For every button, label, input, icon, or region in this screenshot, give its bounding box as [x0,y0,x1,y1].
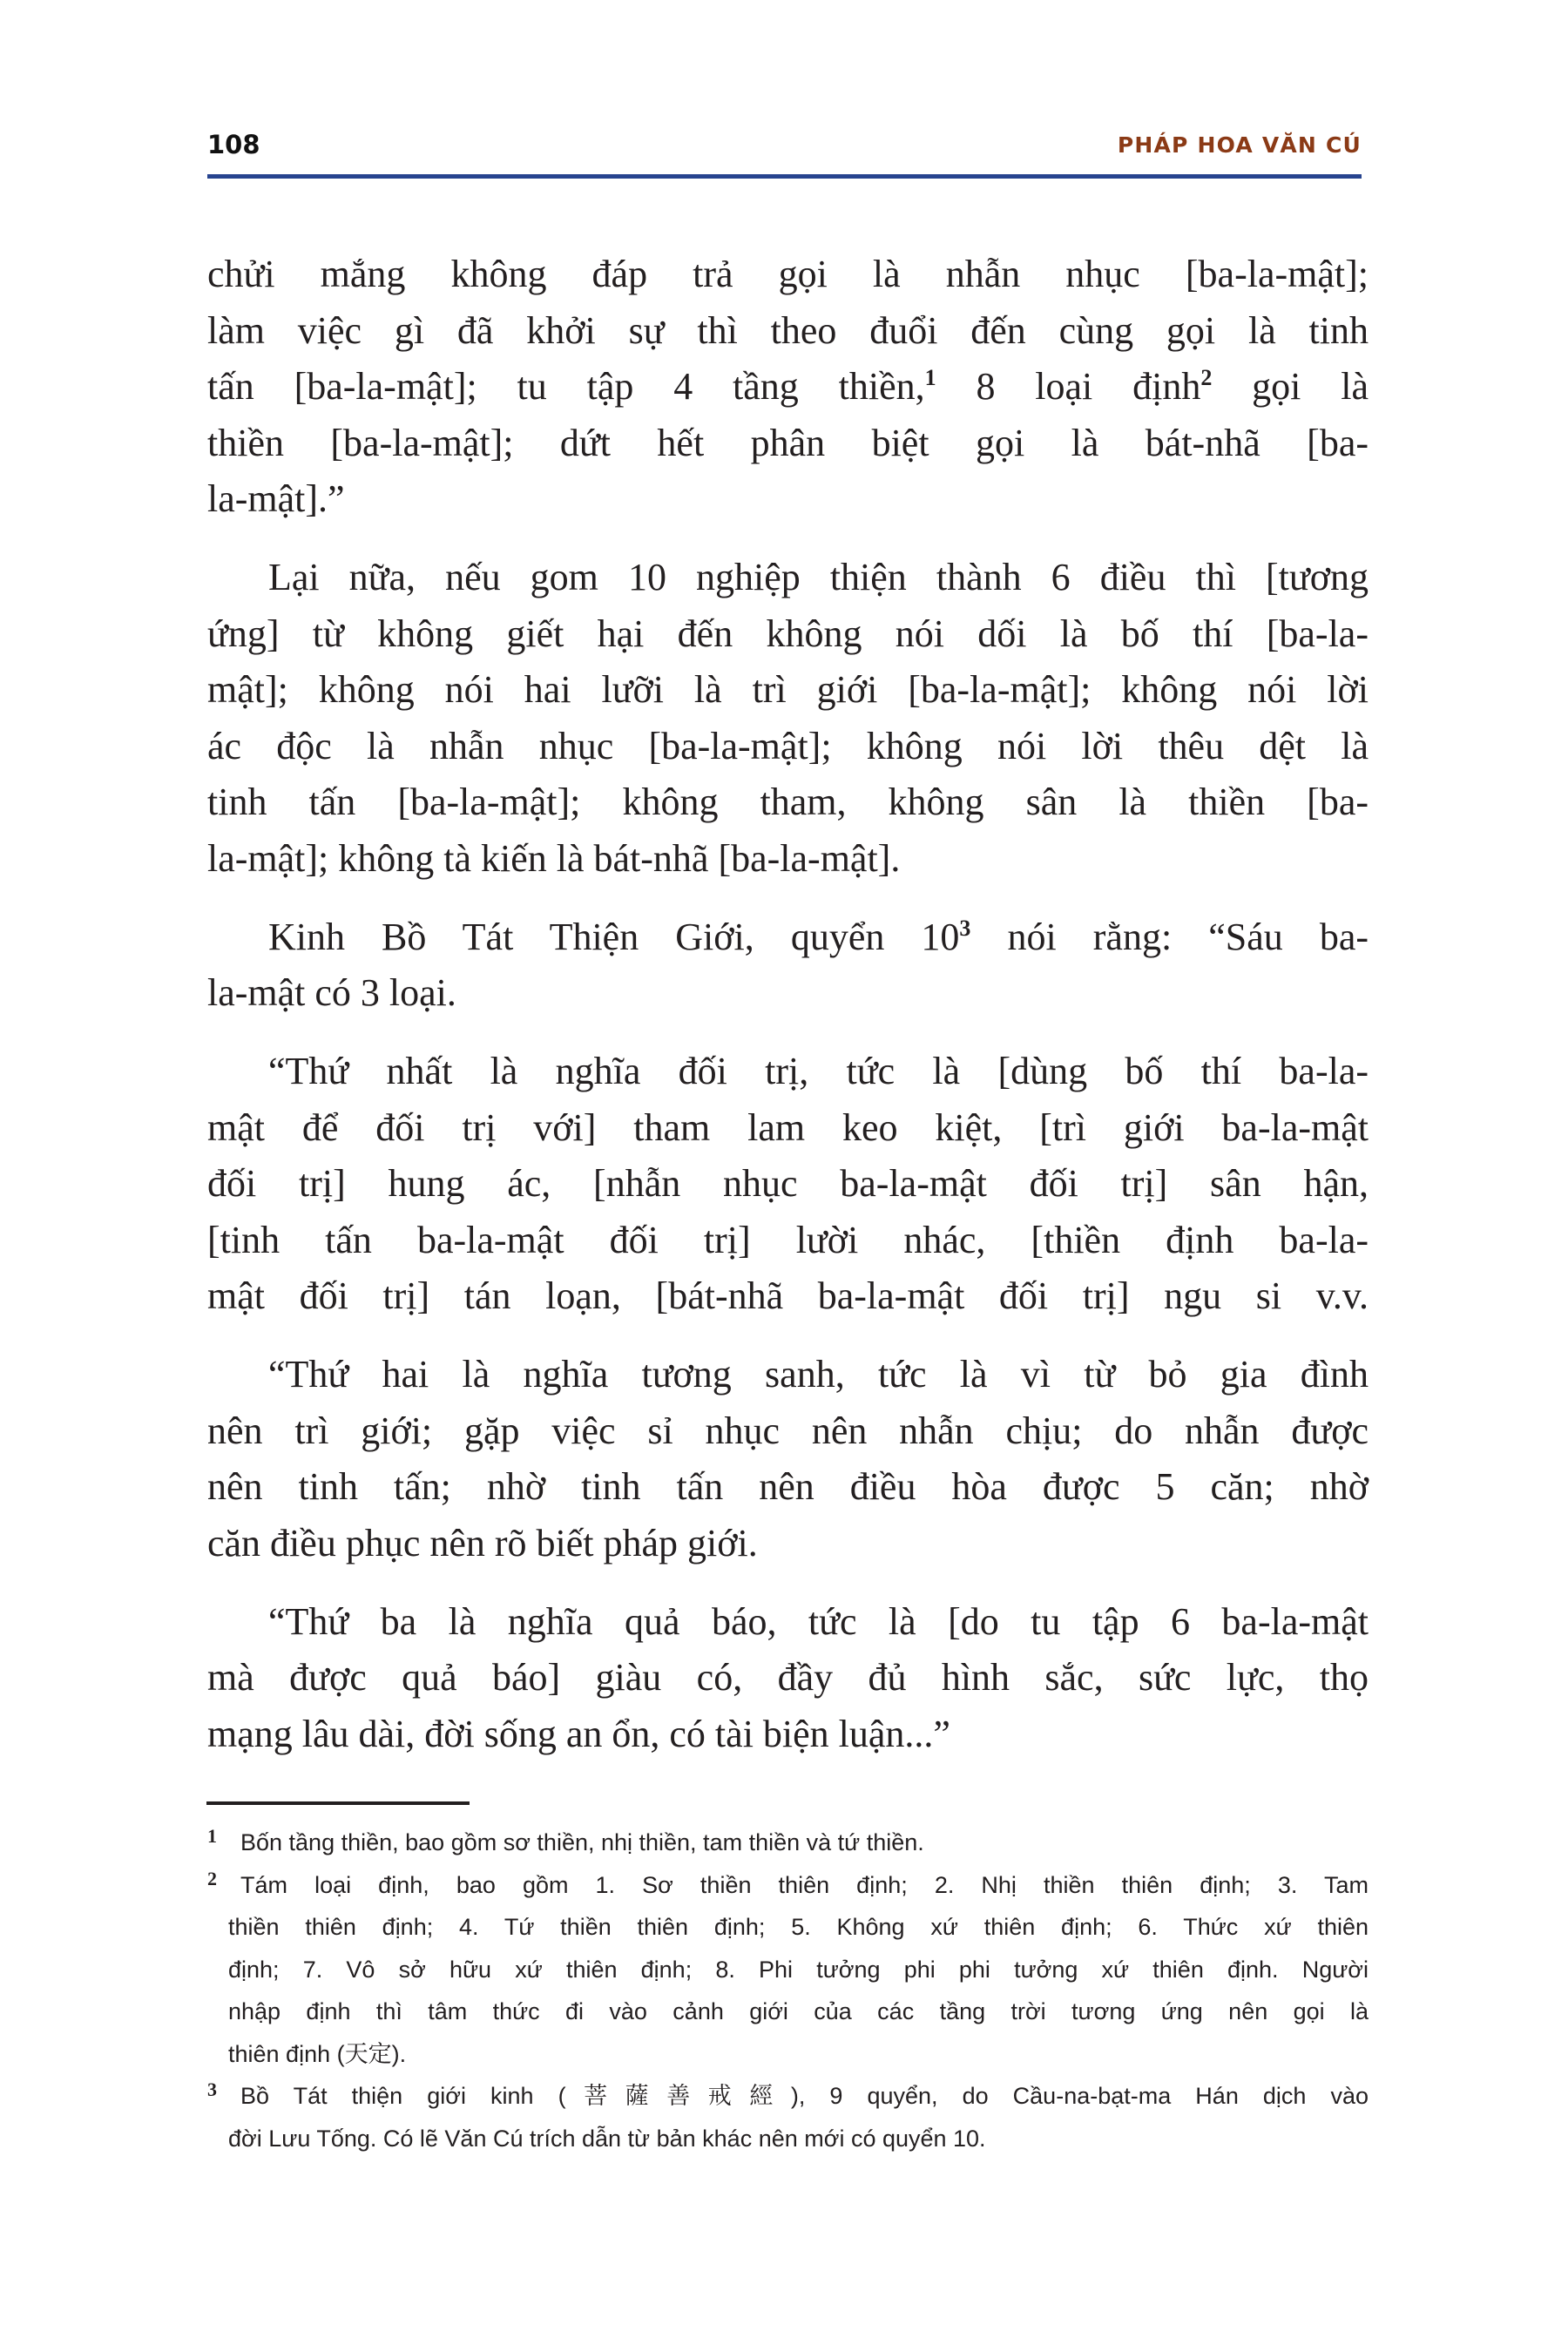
footnote-text: Tám loại định, bao gồm 1. Sơ thiền thiên định; 2. Nhị thiền thiên định; 3. Tam [240,1871,1369,1898]
text-line: nên trì giới; gặp việc sỉ nhục nên nhẫn chịu; do nhẫn được [207,1409,1369,1452]
text-line: [tinh tấn ba-la-mật đối trị] lười nhác, [thiền định ba-la- [207,1218,1369,1261]
footnote-line [207,2075,1369,2118]
footnote-mark: 1 [207,1825,217,1847]
footnote-ref-1[interactable]: 1 [924,365,936,390]
text-line [207,909,1369,966]
text-segment: 8 loại định [936,365,1201,408]
text-line: tinh tấn [ba-la-mật]; không tham, không sân là thiền [ba- [207,781,1369,823]
page-number: 108 [207,130,260,159]
text-line: Lại nữa, nếu gom 10 nghiệp thiện thành 6 điều thì [tương [268,556,1369,598]
text-line: thiền [ba-la-mật]; dứt hết phân biệt gọi là bát-nhã [ba- [207,421,1369,464]
header-rule [207,174,1362,179]
footnote-line: thiền thiên định; 4. Tứ thiền thiên định; 5. Không xứ thiên định; 6. Thức xứ thiên [228,1914,1369,1940]
paragraph [207,1044,1369,1325]
running-title: PHÁP HOA VĂN CÚ [1117,132,1362,158]
footnote-2 [207,1864,1369,2076]
text-line: chửi mắng không đáp trả gọi là nhẫn nhục [ba-la-mật]; [207,253,1369,295]
text-line: “Thứ nhất là nghĩa đối trị, tức là [dùng bố thí ba-la- [268,1050,1369,1092]
footnote-1 [207,1821,1369,1864]
text-segment: gọi là [1212,365,1369,408]
paragraph [207,1594,1369,1763]
footnote-line [207,1864,1369,1907]
text-line: “Thứ hai là nghĩa tương sanh, tức là vì từ bỏ gia đình [268,1353,1369,1396]
footnote-ref-2[interactable]: 2 [1200,365,1213,390]
text-line: “Thứ ba là nghĩa quả báo, tức là [do tu tập 6 ba-la-mật [268,1599,1369,1643]
text-line: mật để đối trị với] tham lam keo kiệt, [trì giới ba-la-mật [207,1105,1369,1149]
footnote-line: nhập định thì tâm thức đi vào cảnh giới của các tầng trời tương ứng nên gọi là [228,1998,1369,2024]
footnote-3 [207,2075,1369,2159]
footnote-text: Bồ Tát thiện giới kinh (菩薩善戒經), 9 quyển, do Cầu-na-bạt-ma Hán dịch vào [240,2083,1369,2109]
footnote-line [207,1821,1369,1864]
text-line: mà được quả báo] giàu có, đầy đủ hình sắc, sức lực, thọ [207,1656,1369,1699]
footnote-line: thiên định (天定). [228,2040,407,2067]
text-line: mạng lâu dài, đời sống an ổn, có tài biện luận...” [207,1712,950,1755]
text-line: mật đối trị] tán loạn, [bát-nhã ba-la-mật đối trị] ngu si v.v. [207,1274,1369,1317]
footnote-mark: 3 [207,2078,217,2100]
footnote-text: Bốn tầng thiền, bao gồm sơ thiền, nhị thiền, tam thiền và tứ thiền. [240,1829,924,1855]
paragraph [207,550,1369,887]
text-segment: nói rằng: “Sáu ba- [970,915,1369,958]
text-line: ứng] từ không giết hại đến không nói dối là bố thí [ba-la- [207,612,1369,655]
text-line: la-mật].” [207,477,345,520]
text-line [207,359,1369,416]
paragraph [207,909,1369,1022]
text-line: ác độc là nhẫn nhục [ba-la-mật]; không nói lời thêu dệt là [207,724,1369,767]
paragraph [207,247,1369,528]
text-line: la-mật]; không tà kiến là bát-nhã [ba-la-mật]. [207,836,901,880]
text-line: mật]; không nói hai lưỡi là trì giới [ba-la-mật]; không nói lời [207,668,1369,711]
text-line: căn điều phục nên rõ biết pháp giới. [207,1521,758,1565]
text-line: nên tinh tấn; nhờ tinh tấn nên điều hòa được 5 căn; nhờ [207,1465,1369,1508]
text-line: la-mật có 3 loại. [207,971,456,1014]
text-segment: Kinh Bồ Tát Thiện Giới, quyển 10 [268,915,960,958]
text-line: đối trị] hung ác, [nhẫn nhục ba-la-mật đối trị] sân hận, [207,1162,1369,1205]
paragraph [207,1347,1369,1571]
footnote-mark: 2 [207,1867,217,1889]
footnotes [207,1821,1369,2159]
footnote-ref-3[interactable]: 3 [959,915,971,941]
main-text [207,247,1369,1785]
text-segment: tấn [ba-la-mật]; tu tập 4 tầng thiền, [207,365,925,408]
footnote-line: định; 7. Vô sở hữu xứ thiên định; 8. Phi tưởng phi phi tưởng xứ thiên định. Người [228,1956,1369,1983]
footnote-separator [206,1801,470,1805]
text-line: làm việc gì đã khởi sự thì theo đuổi đến cùng gọi là tinh [207,308,1369,352]
footnote-line: đời Lưu Tống. Có lẽ Văn Cú trích dẫn từ bản khác nên mới có quyển 10. [228,2125,986,2152]
